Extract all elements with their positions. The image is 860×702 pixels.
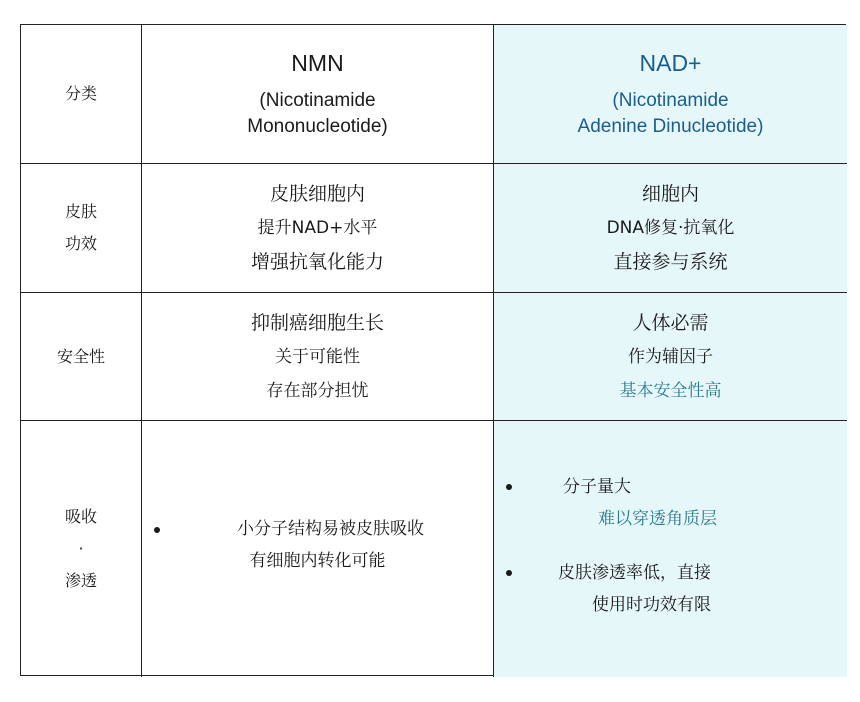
skin-label-line2: 功效 — [64, 234, 97, 253]
bullet-icon — [506, 484, 512, 490]
comparison-table — [20, 24, 846, 676]
nad-safety-line3: 基本安全性高 — [619, 380, 722, 401]
nmn-safety-line3: 存在部分担忧 — [266, 380, 369, 401]
nad-skin-cell — [494, 164, 847, 293]
nad-absorption-b2-line1: 皮肤渗透率低，直接 — [558, 563, 711, 583]
nad-absorption-cell — [494, 421, 847, 677]
nmn-skin-cell — [142, 164, 494, 293]
nad-absorption-b1-line2: 难以穿透角质层 — [598, 509, 717, 529]
row-label-absorption — [21, 421, 142, 677]
absorption-label-line1: 吸收 — [64, 507, 97, 526]
nmn-absorption-line1: 小分子结构易被皮肤吸收 — [237, 519, 424, 539]
bullet-icon — [506, 570, 512, 576]
nmn-safety-cell — [142, 293, 494, 421]
nmn-absorption-line2: 有细胞内转化可能 — [249, 551, 386, 571]
nad-absorption-b1-line1: 分子量大 — [563, 477, 631, 497]
nmn-subtitle-line2: Mononucleotide) — [247, 116, 388, 137]
nad-skin-line2: DNA修复·抗氧化 — [606, 218, 735, 238]
category-label: 分类 — [64, 84, 97, 103]
nmn-safety-line2: 关于可能性 — [275, 346, 360, 367]
nmn-skin-line3: 增强抗氧化能力 — [250, 251, 384, 273]
nad-safety-cell — [494, 293, 847, 421]
row-label-safety — [21, 293, 142, 421]
nad-skin-line1: 细胞内 — [641, 183, 699, 205]
nad-subtitle-line2: Adenine Dinucleotide) — [577, 116, 764, 137]
row-label-category — [21, 25, 142, 164]
nad-subtitle-line1: (Nicotinamide — [612, 90, 729, 111]
nmn-title: NMN — [291, 50, 344, 76]
nmn-safety-line1: 抑制癌细胞生长 — [250, 311, 384, 334]
nad-header — [494, 25, 847, 164]
absorption-label-line2: · — [78, 539, 84, 558]
nad-safety-line1: 人体必需 — [632, 311, 709, 334]
nmn-subtitle-line1: (Nicotinamide — [259, 90, 376, 111]
nad-safety-line2: 作为辅因子 — [628, 346, 713, 367]
nmn-skin-line1: 皮肤细胞内 — [269, 183, 365, 205]
skin-label-line1: 皮肤 — [64, 202, 97, 221]
nmn-header — [142, 25, 494, 164]
row-label-skin — [21, 164, 142, 293]
nad-title: NAD+ — [639, 50, 702, 76]
nad-absorption-b2-line2: 使用时功效有限 — [592, 595, 711, 615]
absorption-label-line3: 渗透 — [64, 571, 97, 590]
nmn-absorption-cell — [142, 421, 494, 677]
nad-skin-line3: 直接参与系统 — [613, 251, 728, 273]
nmn-skin-line2: 提升NAD+水平 — [257, 218, 378, 238]
safety-label: 安全性 — [56, 346, 105, 366]
